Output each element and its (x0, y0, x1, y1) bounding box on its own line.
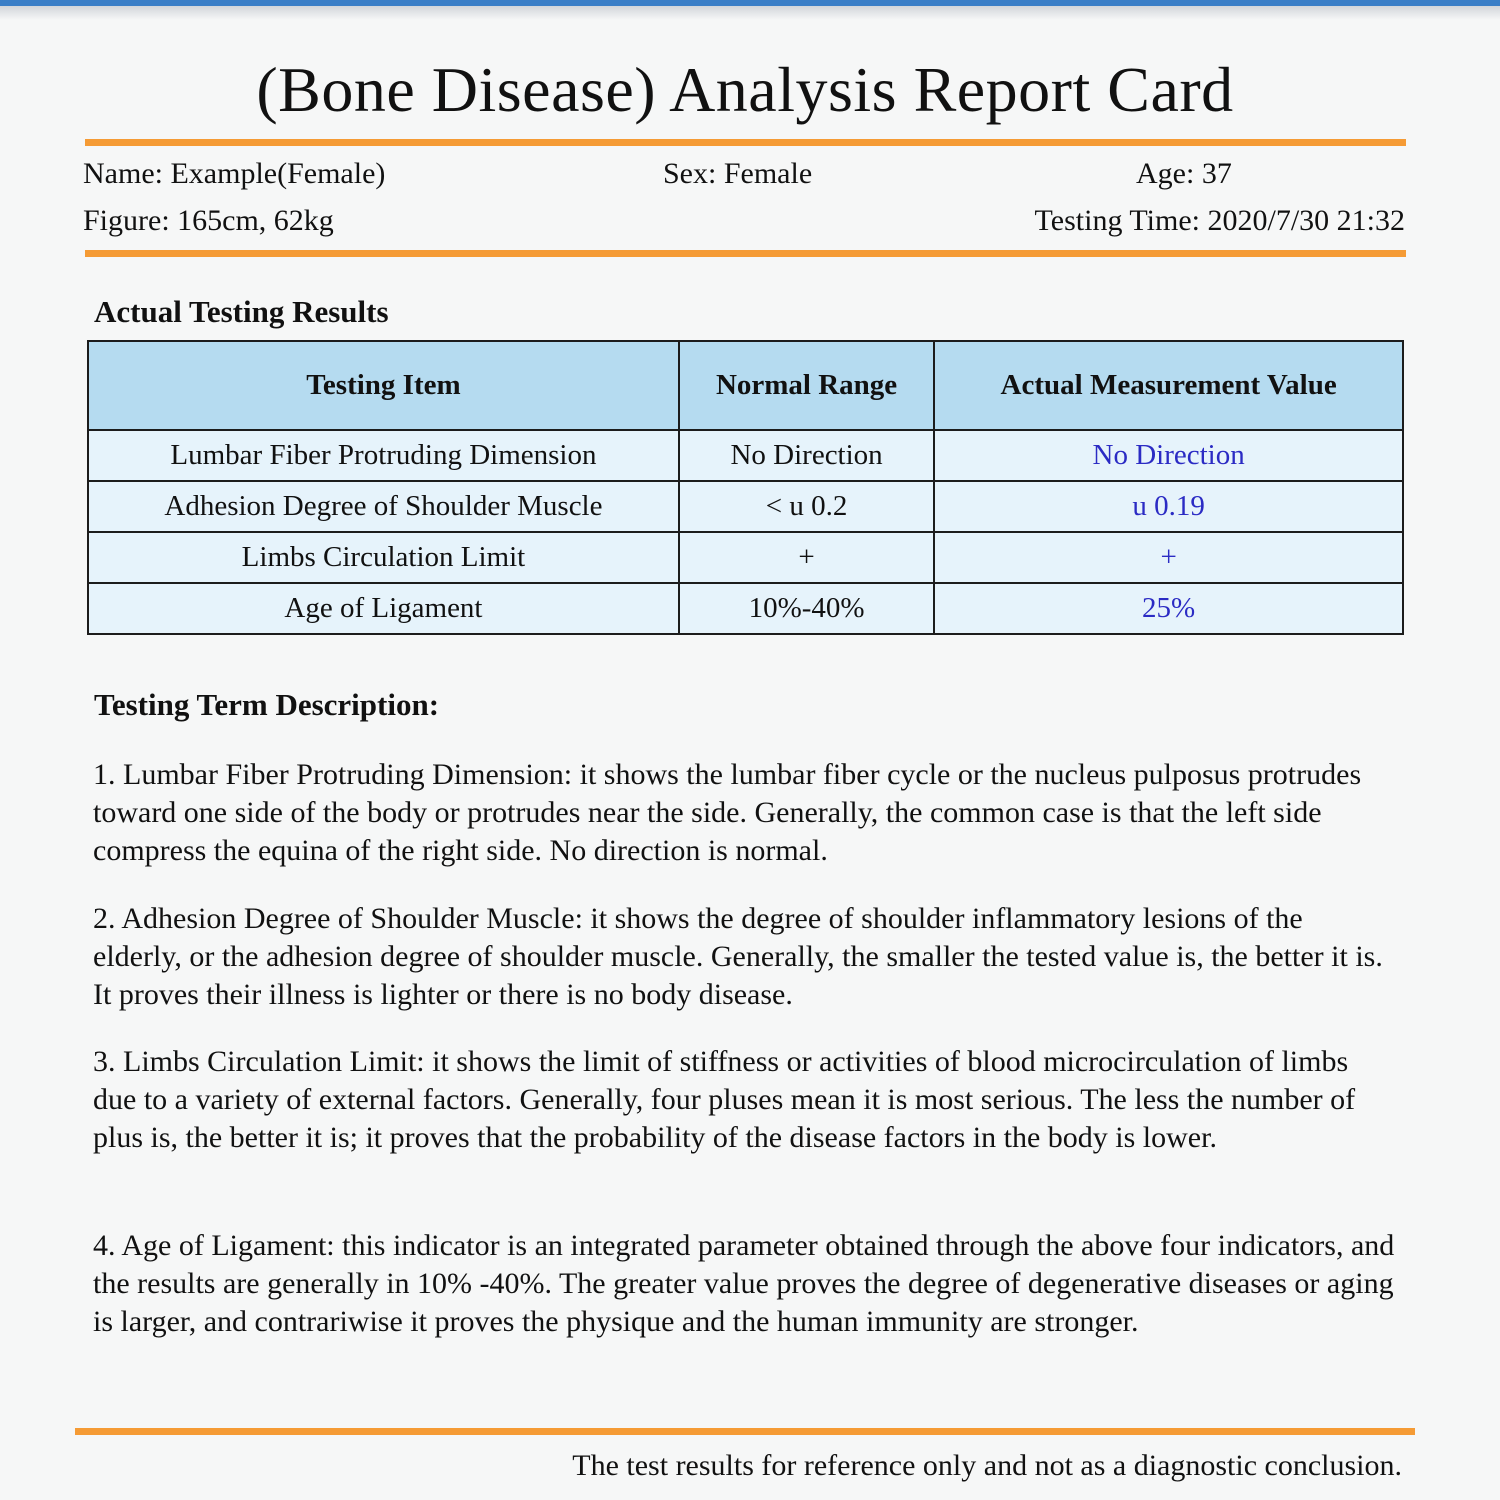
table-row (88, 430, 1403, 481)
testing-time: Testing Time: 2020/7/30 21:32 (1034, 204, 1405, 237)
cell-normal-range: + (679, 532, 934, 583)
cell-actual-value: No Direction (934, 430, 1403, 481)
description-lumbar: 1. Lumbar Fiber Protruding Dimension: it shows the lumbar fiber cycle or the nucleus pulposus protrudes toward one side of the body or protrudes near the side. Generally, the common case is that the left side compress the equina of the right side. No direction is normal. (93, 758, 1362, 867)
cell-testing-item: Lumbar Fiber Protruding Dimension (88, 430, 679, 481)
results-table (87, 340, 1404, 635)
window-top-shadow (0, 6, 1500, 20)
cell-testing-item: Adhesion Degree of Shoulder Muscle (88, 481, 679, 532)
cell-actual-value: + (934, 532, 1403, 583)
description-ligament: 4. Age of Ligament: this indicator is an integrated parameter obtained through the above four indicators, and the results are generally in 10% -40%. The greater value proves the degree of degenerative diseases or aging is larger, and contrariwise it proves the physique and the human immunity are stronger. (93, 1229, 1395, 1338)
footer-divider (75, 1428, 1415, 1435)
patient-sex: Sex: Female (663, 157, 813, 190)
table-header-row (88, 341, 1403, 430)
results-section-title: Actual Testing Results (94, 294, 389, 329)
table-row (88, 481, 1403, 532)
description-shoulder: 2. Adhesion Degree of Shoulder Muscle: it shows the degree of shoulder inflammatory lesions of the elderly, or the adhesion degree of shoulder muscle. Generally, the smaller the tested value is, the better it is. It proves their illness is lighter or there is no body disease. (93, 902, 1383, 1011)
header-normal-range: Normal Range (679, 341, 934, 430)
description-limbs: 3. Limbs Circulation Limit: it shows the limit of stiffness or activities of blood microcirculation of limbs due to a variety of external factors. Generally, four pluses mean it is most serious. The less the number of plus is, the better it is; it proves that the probability of the disease factors in the body is lower. (93, 1045, 1356, 1154)
cell-testing-item: Age of Ligament (88, 583, 679, 634)
description-section-title: Testing Term Description: (94, 687, 440, 722)
table-row (88, 583, 1403, 634)
header-actual-value: Actual Measurement Value (934, 341, 1403, 430)
report-title: (Bone Disease) Analysis Report Card (256, 54, 1234, 125)
patient-figure: Figure: 165cm, 62kg (83, 204, 334, 237)
cell-actual-value: u 0.19 (934, 481, 1403, 532)
header-testing-item: Testing Item (88, 341, 679, 430)
cell-normal-range: 10%-40% (679, 583, 934, 634)
table-row (88, 532, 1403, 583)
cell-actual-value: 25% (934, 583, 1403, 634)
cell-normal-range: No Direction (679, 430, 934, 481)
patient-name: Name: Example(Female) (83, 157, 386, 190)
patient-age: Age: 37 (1136, 157, 1232, 190)
cell-normal-range: < u 0.2 (679, 481, 934, 532)
cell-testing-item: Limbs Circulation Limit (88, 532, 679, 583)
top-divider (85, 139, 1406, 146)
disclaimer-footer: The test results for reference only and not as a diagnostic conclusion. (572, 1449, 1402, 1482)
info-divider (85, 250, 1406, 257)
